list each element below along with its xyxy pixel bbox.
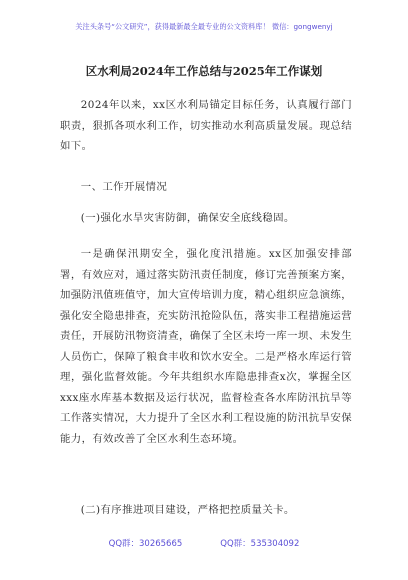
document-title: 区水利局2024年工作总结与2025年工作谋划 [85, 64, 323, 78]
footer-qq-group-1: QQ群：30265665 [108, 539, 183, 549]
intro-paragraph: 2024年以来，xx区水利局锚定目标任务，认真履行部门职责，狠抓各项水利工作，切实推动水利高质量发展。现总结如下。 [60, 99, 352, 152]
body-paragraph-1: 一是确保汛期安全，强化度汛措施。xx区加强安排部署，有效应对，通过落实防汛责任制度，修订完善预案方案，加强防汛值班值守，加大宣传培训力度，精心组织应急演练，强化安全隐患排查，充实防汛抢险队伍，落实非工程措施运营责任，开展防汛物资清查，确保了全区未垮一库一坝、未发生人员伤亡，保障了粮食丰收和饮水安全。二是严格水库运行管理，强化监督效能。今年共组织水库隐患排查x次，掌握全区xxx座水库基本数据及运行状况，监督检查各水库防汛抗旱等工作落实情况，大力提升了全区水利工程设施的防汛抗旱安保能力，有效改善了全区水利生态环境。 [60, 248, 352, 445]
subsection-heading-1: (一)强化水旱灾害防御，确保安全底线稳固。 [80, 212, 295, 224]
subsection-heading-2: (二)有序推进项目建设，严格把控质量关卡。 [80, 504, 295, 516]
section-heading-1: 一、工作开展情况 [80, 181, 168, 193]
promo-banner: 关注头条号“公文研究”，获得最新最全最专业的公文资料库！ 微信：gongwenyj [75, 22, 333, 31]
footer-qq-group-2: QQ群：535304092 [220, 539, 300, 549]
footer-contact [0, 537, 408, 549]
